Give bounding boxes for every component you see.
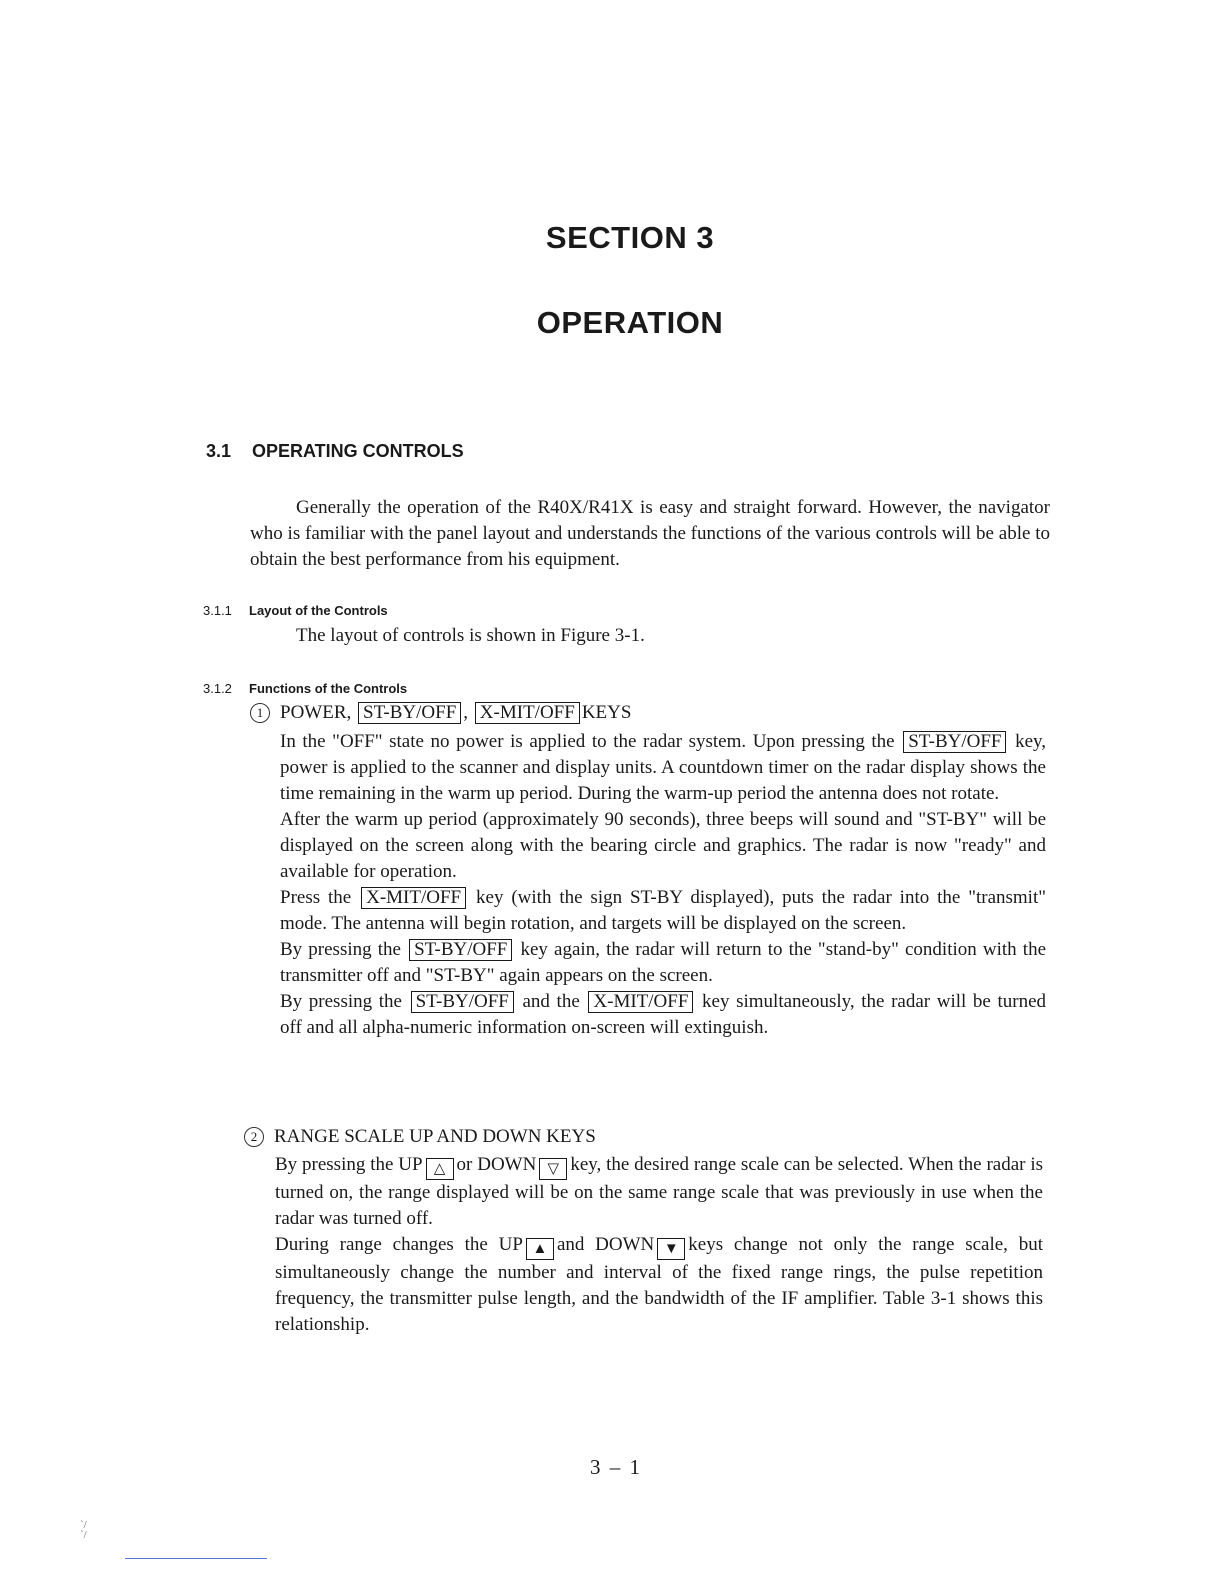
item2-paragraph-2 — [275, 1232, 1043, 1338]
text: and DOWN — [556, 1234, 655, 1255]
item1-suffix: KEYS — [581, 702, 632, 723]
text: key, the desired range scale can be selected. When the radar is turned on, the range displayed will be on the same range scale that was previously in use when the radar was turned off. — [275, 1154, 1043, 1229]
item2-paragraph-1 — [275, 1152, 1043, 1232]
subsection-title-text: Functions of the Controls — [249, 681, 408, 696]
text: By pressing the — [280, 991, 402, 1012]
text: During range changes the UP — [275, 1234, 523, 1255]
text: key, power is applied to the scanner and display units. A countdown timer on the radar display shows the time remaining in the warm up period. During the warm-up period the antenna does not rotate. — [280, 731, 1047, 804]
item1-paragraph-1 — [280, 729, 1046, 807]
bottom-rule — [125, 1558, 267, 1559]
item1-paragraph-2: After the warm up period (approximately 90 seconds), three beeps will sound and "ST-BY" will be displayed on the screen along with the bearing circle and graphics. The radar is now "ready" and available for operation. — [280, 809, 1046, 882]
chapter-heading: OPERATION — [536, 305, 724, 340]
text: and the — [522, 991, 580, 1012]
item2-body — [275, 1152, 1043, 1338]
intro-text: Generally the operation of the R40X/R41X is easy and straight forward. However, the navigator who is familiar with the panel layout and understands the functions of the various controls will be able to obtain the best performance from his equipment. — [250, 497, 1050, 570]
item1-paragraph-3 — [280, 885, 1046, 937]
x-mit-off-key: X-MIT/OFF — [588, 991, 693, 1013]
section-title-text: OPERATING CONTROLS — [252, 441, 464, 461]
text: key simultaneously, the radar will be turned off and all alpha-numeric information on-screen will extinguish. — [280, 991, 1047, 1038]
section-3-1-intro — [250, 495, 1050, 573]
text: key (with the sign ST-BY displayed), puts the radar into the "transmit" mode. The antenna will begin rotation, and targets will be displayed on the screen. — [280, 887, 1046, 934]
section-3-1-2-title — [203, 681, 407, 696]
text: By pressing the UP — [275, 1154, 423, 1175]
layout-text: The layout of controls is shown in Figure 3-1. — [296, 625, 645, 646]
subsection-number: 3.1.1 — [203, 603, 232, 618]
subsection-number: 3.1.2 — [203, 681, 232, 696]
text: Press the — [280, 887, 352, 908]
st-by-off-key: ST-BY/OFF — [358, 702, 461, 724]
item1-prefix: POWER, — [280, 702, 352, 723]
down-filled-icon: ▼ — [657, 1238, 685, 1260]
scan-mark: `/ `/ — [80, 1519, 87, 1541]
x-mit-off-key: X-MIT/OFF — [475, 702, 580, 724]
page-number: 3 – 1 — [590, 1455, 642, 1479]
section-number: 3.1 — [206, 441, 232, 461]
item1-body — [280, 729, 1046, 1041]
text: By pressing the — [280, 939, 401, 960]
item1-paragraph-5 — [280, 989, 1046, 1041]
up-filled-icon: ▲ — [526, 1238, 554, 1260]
text: keys change not only the range scale, but simultaneously change the number and interval of the fixed range rings, the pulse repetition frequency, the transmitter pulse length, and the bandwidth of the IF amplifier. Table 3-1 shows this relationship. — [275, 1234, 1044, 1335]
item2-title — [244, 1126, 596, 1148]
st-by-off-key: ST-BY/OFF — [411, 991, 514, 1013]
section-3-1-title — [206, 441, 464, 462]
separator: , — [463, 702, 469, 723]
subsection-title-text: Layout of the Controls — [249, 603, 388, 618]
item-marker: 2 — [244, 1127, 264, 1147]
st-by-off-key: ST-BY/OFF — [903, 731, 1006, 753]
text: key again, the radar will return to the "stand-by" condition with the transmitter off and "ST-BY" again appears on the screen. — [280, 939, 1046, 986]
st-by-off-key: ST-BY/OFF — [409, 939, 512, 961]
text: or DOWN — [456, 1154, 537, 1175]
x-mit-off-key: X-MIT/OFF — [361, 887, 466, 909]
section-heading: SECTION 3 — [545, 220, 715, 255]
item1-paragraph-4 — [280, 937, 1046, 989]
item2-title-text: RANGE SCALE UP AND DOWN KEYS — [274, 1126, 596, 1147]
up-outline-icon: △ — [426, 1158, 454, 1180]
item-marker: 1 — [250, 703, 270, 723]
item1-title — [250, 702, 631, 724]
section-3-1-1-title — [203, 603, 388, 618]
down-outline-icon: ▽ — [539, 1158, 567, 1180]
text: In the "OFF" state no power is applied to the radar system. Upon pressing the — [280, 731, 895, 752]
